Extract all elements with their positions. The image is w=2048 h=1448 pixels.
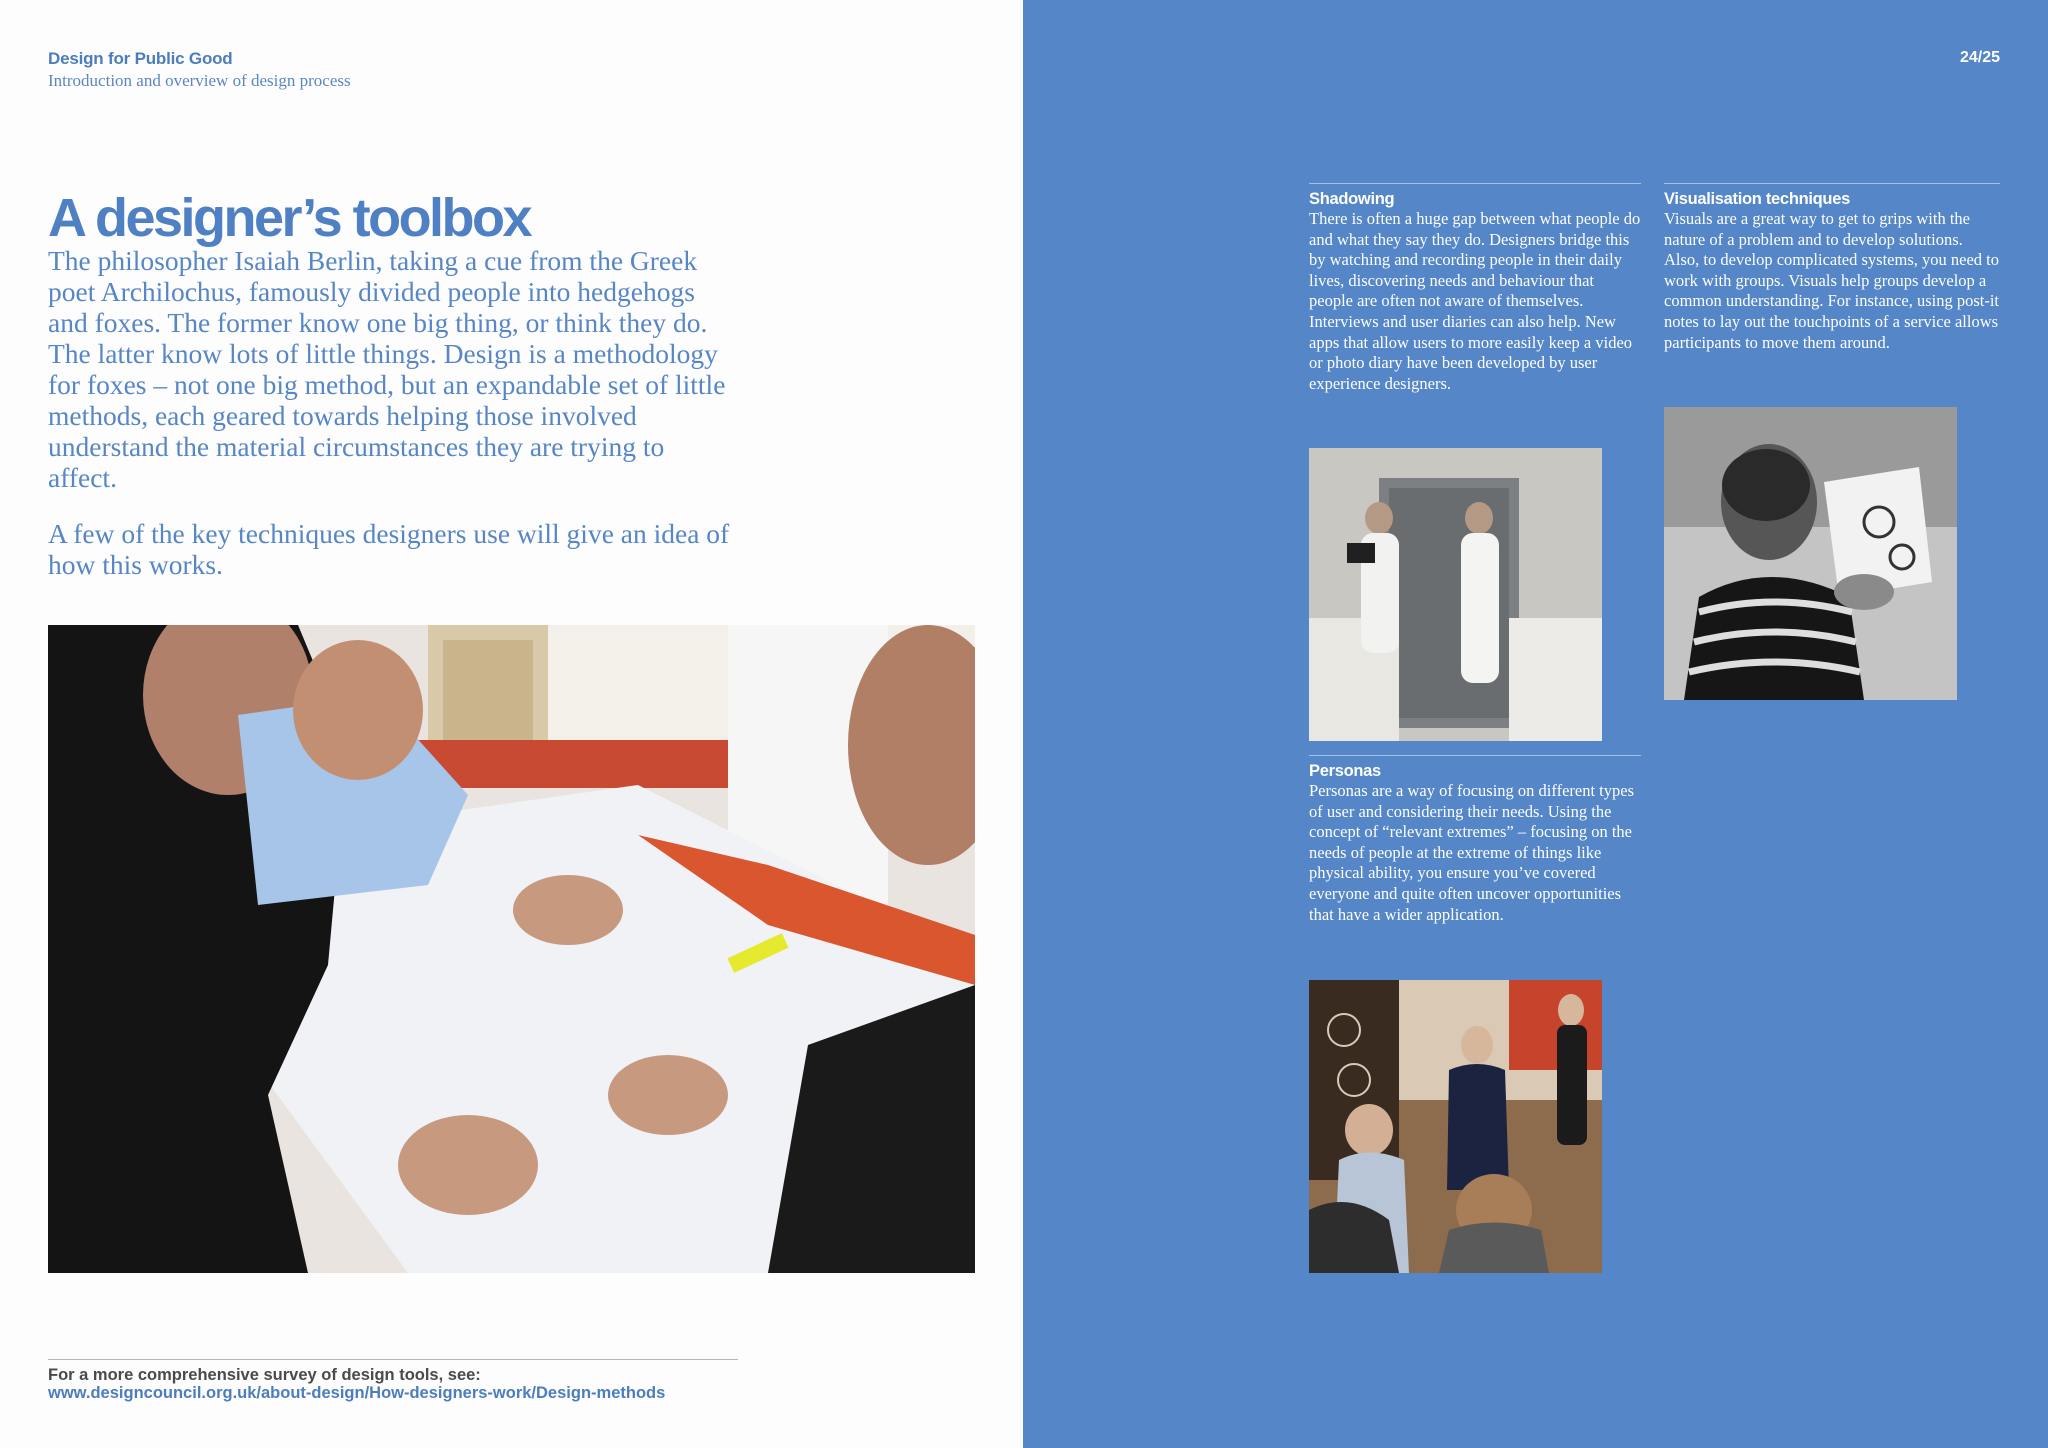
section-body: There is often a huge gap between what people do and what they say they do. Designers bridge this by watching and recording people in their daily lives, discovering needs and behaviour that people are often not aware of themselves. Interviews and user diaries can also help. New apps that allow users to more easily keep a video or photo diary have been developed by user experience designers. xyxy=(1309,209,1641,393)
section-title: Introduction and overview of design process xyxy=(48,71,351,90)
running-head xyxy=(48,49,351,91)
right-page xyxy=(1023,0,2048,1448)
section-body: Personas are a way of focusing on different types of user and considering their needs. Using the concept of “relevant extremes” – focusing on the needs of people at the extreme of things like physical ability, you ensure you’ve covered everyone and quite often uncover opportunities that have a wider application. xyxy=(1309,781,1635,924)
footer-note: For a more comprehensive survey of design tools, see: xyxy=(48,1366,481,1384)
visualisation-photo xyxy=(1664,407,1957,700)
shadowing-photo xyxy=(1309,448,1602,741)
section-divider xyxy=(1309,183,1641,184)
design-methods-link[interactable]: www.designcouncil.org.uk/about-design/How-designers-work/Design-methods xyxy=(48,1384,666,1402)
personas-photo xyxy=(1309,980,1602,1273)
workshop-photo xyxy=(48,625,975,1273)
intro-paragraph: The philosopher Isaiah Berlin, taking a cue from the Greek poet Archilochus, famously divided people into hedgehogs and foxes. The former know one big thing, or think they do. The latter know lots of little things. Design is a methodology for foxes – not one big method, but an expandable set of little methods, each geared towards helping those involved understand the material circumstances they are trying to affect. xyxy=(48,245,726,493)
page-title: A designer’s toolbox xyxy=(48,188,531,248)
section-divider xyxy=(1309,755,1641,756)
shadowing-section xyxy=(1309,183,1641,394)
intro-paragraph: A few of the key techniques designers use will give an idea of how this works. xyxy=(48,518,730,580)
page-number: 24/25 xyxy=(1959,49,2000,66)
visualisation-section xyxy=(1664,183,2000,353)
footer-divider xyxy=(48,1359,738,1360)
publication-title: Design for Public Good xyxy=(48,49,233,68)
section-heading: Visualisation techniques xyxy=(1664,190,1850,208)
section-heading: Shadowing xyxy=(1309,190,1395,208)
personas-section xyxy=(1309,755,1641,925)
section-heading: Personas xyxy=(1309,762,1381,780)
section-divider xyxy=(1664,183,2000,184)
left-page xyxy=(0,0,1023,1448)
section-body: Visuals are a great way to get to grips with the nature of a problem and to develop solutions. Also, to develop complicated systems, you need to work with groups. Visuals help groups develop a common understanding. For instance, using post-it notes to lay out the touchpoints of a service allows participants to move them around. xyxy=(1664,209,2000,352)
